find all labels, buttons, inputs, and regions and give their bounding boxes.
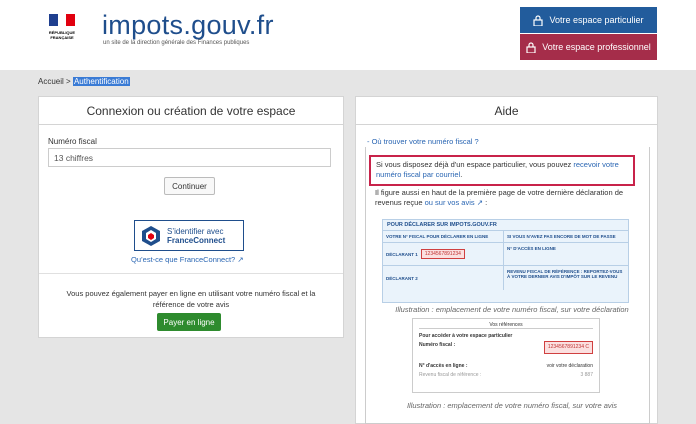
pay-online-text: Vous pouvez également payer en ligne en utilisant votre numéro fiscal et la référence de votre avis (66, 289, 316, 309)
login-panel-title: Connexion ou création de votre espace (39, 97, 343, 125)
franceconnect-info-label: Qu’est-ce que FranceConnect? (131, 255, 236, 264)
lock-icon (526, 42, 536, 53)
declarant1-fiscal-number: 1234567891234 (421, 249, 465, 259)
espace-particulier-button[interactable] (520, 7, 657, 33)
brand-tagline: un site de la direction générale des Finances publiques (103, 40, 250, 46)
help-panel (355, 96, 658, 424)
notice-illustration (412, 318, 600, 393)
help-paragraph-text: Il figure aussi en haut de la première page de votre dernière déclaration de revenus reçue (375, 188, 624, 207)
logo-text: RÉPUBLIQUE FRANÇAISE (48, 30, 76, 40)
declaration-col1: VOTRE N° FISCAL POUR DÉCLARER EN LIGNE (383, 231, 504, 243)
help-paragraph (375, 188, 637, 208)
notice-caption: Illustration : emplacement de votre numéro fiscal, sur votre avis (406, 401, 618, 410)
notice-rfr-value: 3 887 (580, 372, 593, 378)
fiscal-number-input[interactable]: 13 chiffres (48, 148, 331, 167)
breadcrumb-home[interactable]: Accueil (38, 77, 64, 86)
on-your-notices-link[interactable]: ou sur vos avis (424, 198, 475, 207)
breadcrumb-current: Authentification (73, 77, 129, 86)
where-fiscal-number-link[interactable]: - Où trouver votre numéro fiscal ? (367, 137, 479, 146)
divider (39, 273, 343, 274)
notice-rfr-label: Revenu fiscal de référence : (419, 372, 482, 378)
espace-particulier-label: Votre espace particulier (549, 15, 644, 25)
notice-fiscal-number: 1234567891234 C (544, 341, 593, 354)
declaration-columns-row (383, 231, 628, 243)
notice-line1: Pour accéder à votre espace particulier (419, 333, 513, 339)
declaration-caption: Illustration : emplacement de votre numéro fiscal, sur votre déclaration (395, 305, 629, 314)
flag-icon (49, 14, 75, 26)
info-text-end: . (460, 170, 463, 179)
pay-online-button[interactable]: Payer en ligne (157, 313, 221, 331)
espace-professionnel-button[interactable] (520, 34, 657, 60)
notice-access-label: N° d'accès en ligne : (419, 363, 468, 369)
franceconnect-button[interactable] (134, 220, 244, 251)
franceconnect-info-link[interactable] (131, 255, 244, 264)
fiscal-number-label: Numéro fiscal (48, 137, 97, 146)
republique-francaise-logo[interactable] (40, 14, 84, 46)
reference-income-text: REVENU FISCAL DE RÉFÉRENCE : REPORTEZ-VOUS À VOTRE DERNIER AVIS D'IMPÔT SUR LE REVENU (507, 269, 623, 279)
declaration-header: POUR DÉCLARER SUR IMPOTS.GOUV.FR (383, 220, 628, 231)
online-access-label: N° D'ACCÈS EN LIGNE (504, 243, 628, 266)
external-link-icon: ↗ (474, 198, 484, 207)
brand-name[interactable]: impots.gouv.fr (102, 10, 274, 40)
declaration-col2: SI VOUS N'AVEZ PAS ENCORE DE MOT DE PASSE (504, 231, 628, 243)
declarant1-label: DÉCLARANT 1 (386, 251, 418, 257)
declaration-row1 (383, 243, 628, 266)
receive-by-email-link[interactable]: recevoir votre numéro fiscal par courriel (376, 160, 619, 179)
franceconnect-line1: S’identifier avec (167, 226, 224, 236)
declaration-illustration (382, 219, 629, 303)
breadcrumb (38, 77, 130, 86)
help-paragraph-end: : (483, 198, 488, 207)
external-link-icon: ↗ (237, 255, 244, 264)
franceconnect-text (167, 227, 225, 245)
info-text: Si vous disposez déjà d'un espace particulier, vous pouvez (376, 160, 574, 169)
continue-button[interactable]: Continuer (164, 177, 215, 195)
notice-legend: Vos références (419, 322, 593, 329)
login-panel (38, 96, 344, 338)
notice-access-value: voir votre déclaration (546, 363, 593, 369)
help-panel-title: Aide (356, 97, 657, 125)
espace-professionnel-label: Votre espace professionnel (542, 42, 651, 52)
lock-icon (533, 15, 543, 26)
notice-fiscal-label: Numéro fiscal : (419, 342, 456, 348)
info-highlight-box (369, 155, 635, 186)
franceconnect-icon (141, 225, 161, 247)
franceconnect-line2: FranceConnect (167, 235, 226, 245)
declaration-row2 (383, 266, 628, 290)
site-header (0, 0, 696, 70)
breadcrumb-separator: > (66, 77, 71, 86)
declarant2-label: DÉCLARANT 2 (383, 266, 504, 290)
